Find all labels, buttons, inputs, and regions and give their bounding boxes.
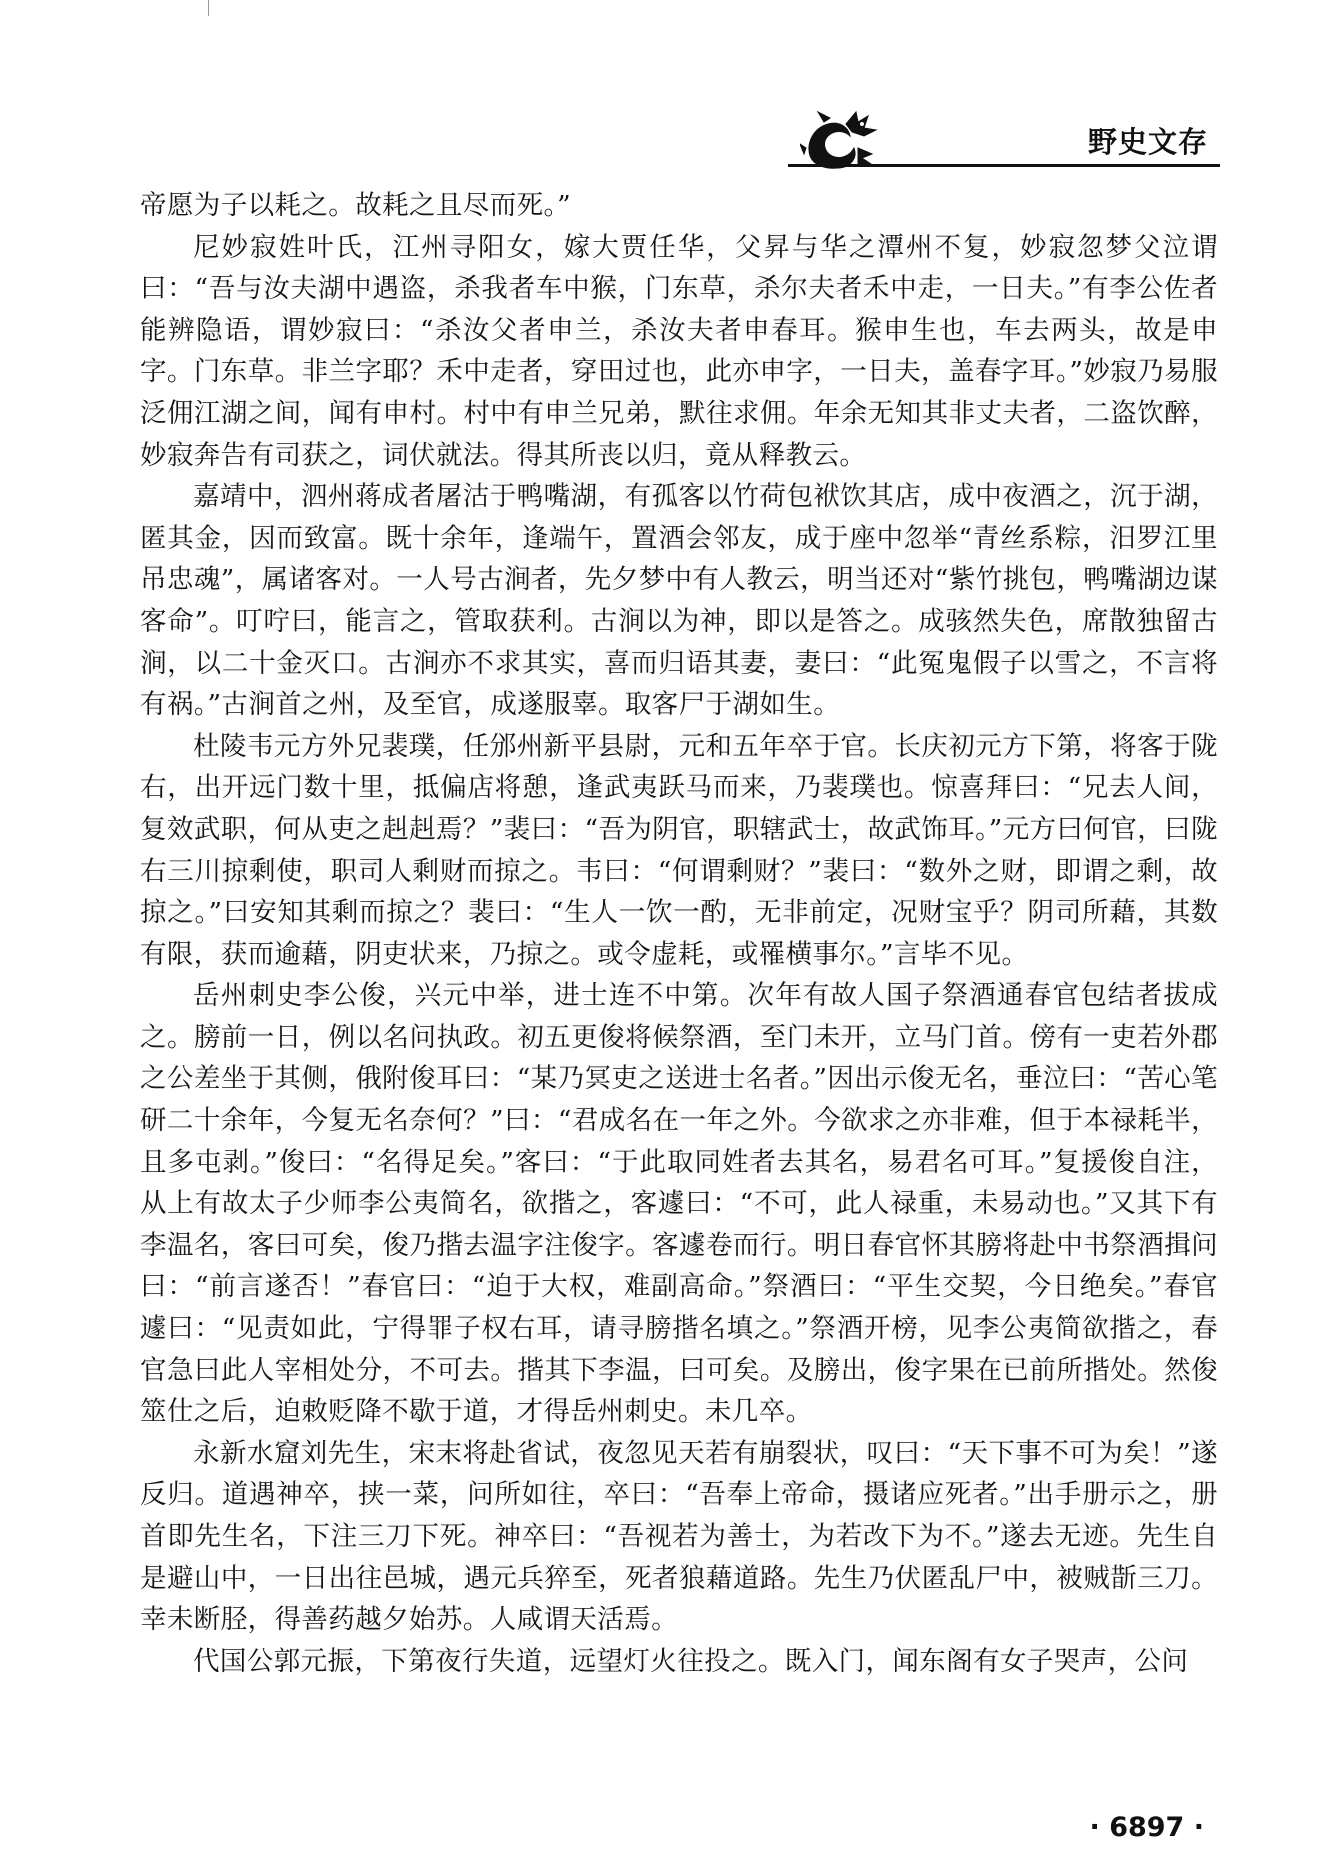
- paragraph: 帝愿为子以耗之。故耗之且尽而死。”: [140, 190, 572, 221]
- paragraph: 尼妙寂姓叶氏，江州寻阳女，嫁大贾任华，父昇与华之潭州不复，妙寂忽梦父泣谓曰：“吾与汝夫湖中遇盗，杀我者车中猴，门东草，杀尔夫者禾中走，一日夫。”有李公佐者能辨隐语，谓妙寂曰：“杀汝父者申兰，杀汝夫者申春耳。猴申生也，车去两头，故是申字。门东草。非兰字耶？禾中走者，穿田过也，此亦申字，一日夫，盖春字耳。”妙寂乃易服泛佣江湖之间，闻有申村。村中有申兰兄弟，默往求佣。年余无知其非丈夫者，二盗饮醉，妙寂奔告有司获之，词伏就法。得其所丧以归，竟从释教云。: [140, 231, 1218, 471]
- paragraph: 永新水窟刘先生，宋末将赴省试，夜忽见天若有崩裂状，叹曰：“天下事不可为矣！”遂反归。道遇神卒，挟一菜，问所如往，卒曰：“吾奉上帝命，摄诸应死者。”出手册示之，册首即先生名，下注三刀下死。神卒曰：“吾视若为善士，为若改下为不。”遂去无迹。先生自是避山中，一日出往邑城，遇元兵猝至，死者狼藉道路。先生乃伏匿乱尸中，被贼斮三刀。幸未断胫，得善药越夕始苏。人咸谓天活焉。: [140, 1437, 1218, 1636]
- header-rule: [788, 164, 1220, 167]
- paragraph: 代国公郭元振，下第夜行失道，远望灯火往投之。既入门，闻东阁有女子哭声，公问: [193, 1645, 1189, 1677]
- paragraph: 岳州刺史李公俊，兴元中举，进士连不中第。次年有故人国子祭酒通春官包结者拔成之。膀前一日，例以名问执政。初五更俊将候祭酒，至门未开，立马门首。傍有一吏若外郡之公差坐于其侧，俄附俊耳曰：“某乃冥吏之送进士名者。”因出示俊无名，垂泣曰：“苦心笔研二十余年，今复无名奈何？”曰：“君成名在一年之外。今欲求之亦非难，但于本禄耗半，且多屯剥。”俊曰：“名得足矣。”客曰：“于此取同姓者去其名，易君名可耳。”复援俊自注，从上有故太子少师李公夷简名，欲揩之，客遽曰：“不可，此人禄重，未易动也。”又其下有李温名，客曰可矣，俊乃揩去温字注俊字。客遽卷而行。明日春官怀其膀将赴中书祭酒揖问曰：“前言遂否！”春官曰：“迫于大权，难副高命。”祭酒曰：“平生交契，今日绝矣。”春官遽曰：“见责如此，宁得罪子权右耳，请寻膀揩名填之。”祭酒开榜，见李公夷简欲揩之，春官急曰此人宰相处分，不可去。揩其下李温，曰可矣。及膀出，俊字果在已前所揩处。然俊筮仕之后，迫敕贬降不歇于道，才得岳州刺史。未几卒。: [140, 980, 1218, 1428]
- crop-mark: [208, 0, 209, 16]
- series-title: 野史文存: [1087, 125, 1208, 159]
- paragraph: 嘉靖中，泗州蒋成者屠沽于鸭嘴湖，有孤客以竹荷包袱饮其店，成中夜酒之，沉于湖，匿其金，因而致富。既十余年，逢端午，置酒会邻友，成于座中忽举“青丝系粽，汨罗江里吊忠魂”，属诸客对。一人号古涧者，先夕梦中有人教云，明当还对“紫竹挑包，鸭嘴湖边谋客命”。叮咛曰，能言之，管取获利。古涧以为神，即以是答之。成骇然失色，席散独留古涧，以二十金灭口。古涧亦不求其实，喜而归语其妻，妻曰：“此冤鬼假子以雪之，不言将有祸。”古涧首之州，及至官，成遂服辜。取客尸于湖如生。: [140, 481, 1218, 721]
- page-number: · 6897 ·: [1089, 1812, 1204, 1843]
- page-body: [140, 185, 1218, 1682]
- paragraph: 杜陵韦元方外兄裴璞，任邠州新平县尉，元和五年卒于官。长庆初元方下第，将客于陇右，出开远门数十里，抵偏店将憩，逢武夷跃马而来，乃裴璞也。惊喜拜曰：“兄去人间，复效武职，何从吏之赳赳焉？”裴曰：“吾为阴官，职辖武士，故武饰耳。”元方曰何官，曰陇右三川掠剩使，职司人剩财而掠之。韦曰：“何谓剩财？”裴曰：“数外之财，即谓之剩，故掠之。”曰安知其剩而掠之？裴曰：“生人一饮一酌，无非前定，况财宝乎？阴司所藉，其数有限，获而逾藉，阴吏状来，乃掠之。或令虚耗，或罹横事尔。”言毕不见。: [140, 730, 1218, 970]
